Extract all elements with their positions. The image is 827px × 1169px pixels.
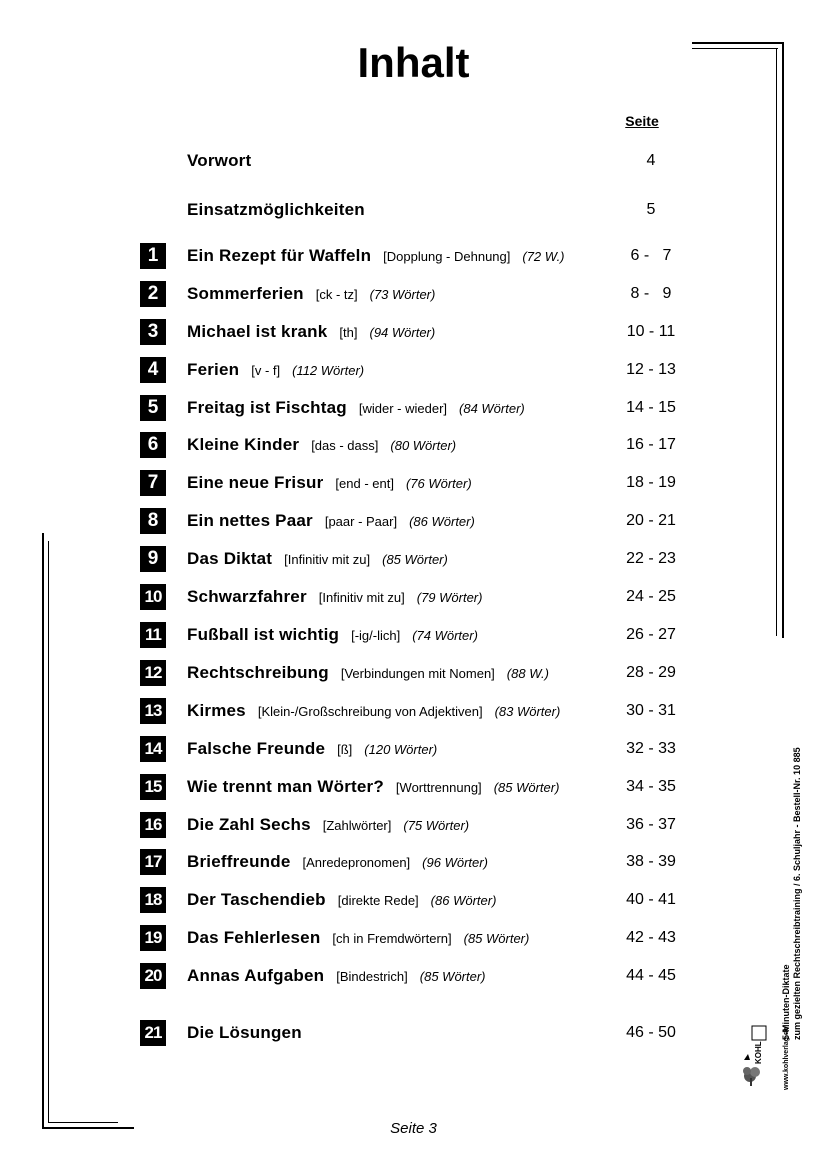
toc-word-count: (76 Wörter) bbox=[405, 476, 472, 491]
toc-topic: [wider - wieder] bbox=[358, 401, 448, 416]
toc-word-count: (120 Wörter) bbox=[364, 742, 438, 757]
page-number: Seite 3 bbox=[390, 1120, 437, 1137]
chapter-number-badge: 9 bbox=[140, 546, 166, 572]
side-info-block bbox=[781, 660, 803, 1040]
toc-topic: [das - dass] bbox=[311, 438, 379, 453]
toc-topic: [Anredepronomen] bbox=[302, 855, 411, 870]
toc-row bbox=[0, 812, 827, 840]
toc-topic: [th] bbox=[339, 325, 358, 340]
chapter-number-badge: 10 bbox=[140, 584, 166, 610]
toc-word-count: (84 Wörter) bbox=[459, 401, 525, 416]
toc-topic: [-ig/-lich] bbox=[351, 628, 401, 643]
toc-title: Freitag ist Fischtag bbox=[187, 398, 347, 417]
toc-topic: [Zahlwörter] bbox=[322, 818, 392, 833]
toc-pages: 22 - 23 bbox=[626, 550, 676, 567]
toc-row bbox=[0, 887, 827, 915]
toc-topic: [Worttrennung] bbox=[395, 780, 482, 795]
chapter-number-badge: 18 bbox=[140, 887, 166, 913]
toc-pages: 20 - 21 bbox=[626, 512, 676, 529]
toc-title: Ein Rezept für Waffeln bbox=[187, 246, 372, 265]
toc-word-count: (85 Wörter) bbox=[463, 931, 530, 946]
toc-word-count: (94 Wörter) bbox=[369, 325, 436, 340]
toc-word-count: (85 Wörter) bbox=[382, 552, 448, 567]
toc-topic: [Infinitiv mit zu] bbox=[318, 590, 405, 605]
toc-row bbox=[0, 281, 827, 309]
chapter-number-badge: 3 bbox=[140, 319, 166, 345]
toc-pages: 18 - 19 bbox=[626, 474, 676, 491]
chapter-number-badge: 17 bbox=[140, 849, 166, 875]
toc-row-einsatz bbox=[0, 197, 827, 225]
toc-topic: [end - ent] bbox=[335, 476, 394, 491]
toc-row bbox=[0, 963, 827, 991]
toc-title: Annas Aufgaben bbox=[187, 966, 325, 985]
chapter-number-badge: 12 bbox=[140, 660, 166, 686]
toc-pages: 34 - 35 bbox=[626, 778, 676, 795]
toc-word-count: (85 Wörter) bbox=[493, 780, 560, 795]
chapter-number-badge: 21 bbox=[140, 1020, 166, 1046]
toc-pages: 10 - 11 bbox=[626, 323, 676, 340]
toc-row bbox=[0, 243, 827, 271]
toc-title: Wie trennt man Wörter? bbox=[187, 777, 384, 796]
toc-title: Das Fehlerlesen bbox=[187, 928, 321, 947]
toc-title: Das Diktat bbox=[187, 549, 273, 568]
side-info-line2: zum gezielten Rechtschreibtraining / 6. Schuljahr - Bestell-Nr. 10 885 bbox=[792, 747, 802, 1040]
toc-word-count: (88 W.) bbox=[506, 666, 549, 681]
chapter-number-badge: 7 bbox=[140, 470, 166, 496]
toc-row-solutions bbox=[0, 1020, 827, 1048]
toc-word-count: (75 Wörter) bbox=[403, 818, 470, 833]
toc-topic: [Dopplung - Dehnung] bbox=[383, 249, 511, 264]
toc-word-count: (83 Wörter) bbox=[494, 704, 561, 719]
toc-word-count: (86 Wörter) bbox=[430, 893, 497, 908]
toc-row bbox=[0, 774, 827, 802]
toc-row bbox=[0, 508, 827, 536]
toc-row bbox=[0, 432, 827, 460]
toc-word-count: (85 Wörter) bbox=[419, 969, 486, 984]
toc-title: Rechtschreibung bbox=[187, 663, 329, 682]
chapter-number-badge: 6 bbox=[140, 432, 166, 458]
toc-pages: 5 bbox=[646, 201, 656, 218]
side-info-line1: 5-Minuten-Diktate bbox=[781, 964, 791, 1040]
toc-row bbox=[0, 395, 827, 423]
chapter-number-badge: 5 bbox=[140, 395, 166, 421]
toc-pages: 24 - 25 bbox=[626, 588, 676, 605]
toc-title: Kirmes bbox=[187, 701, 246, 720]
toc-pages: 28 - 29 bbox=[626, 664, 676, 681]
publisher-name: KOHL bbox=[754, 1041, 763, 1064]
toc-topic: [paar - Paar] bbox=[324, 514, 398, 529]
toc-pages: 40 - 41 bbox=[626, 891, 676, 908]
publisher-logo bbox=[742, 1020, 770, 1088]
toc-pages: 6 - 7 bbox=[630, 247, 672, 264]
chapter-number-badge: 13 bbox=[140, 698, 166, 724]
toc-title: Fußball ist wichtig bbox=[187, 625, 340, 644]
toc-row bbox=[0, 357, 827, 385]
toc-pages: 36 - 37 bbox=[626, 816, 676, 833]
toc-pages: 44 - 45 bbox=[626, 967, 676, 984]
toc-title: Michael ist krank bbox=[187, 322, 328, 341]
toc-pages: 38 - 39 bbox=[626, 853, 676, 870]
toc-pages: 14 - 15 bbox=[626, 399, 676, 416]
toc-title: Die Zahl Sechs bbox=[187, 815, 311, 834]
toc-topic: [Bindestrich] bbox=[336, 969, 408, 984]
toc-word-count: (112 Wörter) bbox=[292, 363, 365, 378]
toc-row bbox=[0, 849, 827, 877]
toc-title: Die Lösungen bbox=[187, 1023, 302, 1042]
toc-word-count: (86 Wörter) bbox=[409, 514, 475, 529]
toc-title: Der Taschendieb bbox=[187, 890, 326, 909]
publisher-url: www.kohlverlag.de bbox=[783, 1026, 790, 1090]
toc-topic: [Klein-/Großschreibung von Adjektiven] bbox=[257, 704, 483, 719]
toc-word-count: (73 Wörter) bbox=[369, 287, 436, 302]
toc-pages: 12 - 13 bbox=[626, 361, 676, 378]
chapter-number-badge: 11 bbox=[140, 622, 166, 648]
toc-word-count: (72 W.) bbox=[522, 249, 565, 264]
toc-topic: [ß] bbox=[337, 742, 353, 757]
toc-row bbox=[0, 736, 827, 764]
chapter-number-badge: 16 bbox=[140, 812, 166, 838]
toc-title: Schwarzfahrer bbox=[187, 587, 307, 606]
toc-pages: 26 - 27 bbox=[626, 626, 676, 643]
chapter-number-badge: 20 bbox=[140, 963, 166, 989]
toc-title: Eine neue Frisur bbox=[187, 473, 324, 492]
toc-topic: [direkte Rede] bbox=[337, 893, 419, 908]
toc-row bbox=[0, 698, 827, 726]
toc-row-vorwort bbox=[0, 148, 827, 176]
toc-pages: 4 bbox=[646, 152, 656, 169]
toc-topic: [ch in Fremdwörtern] bbox=[332, 931, 452, 946]
toc-title: Brieffreunde bbox=[187, 852, 291, 871]
toc-pages: 16 - 17 bbox=[626, 436, 676, 453]
chapter-number-badge: 2 bbox=[140, 281, 166, 307]
toc-topic: [ck - tz] bbox=[315, 287, 358, 302]
chapter-number-badge: 1 bbox=[140, 243, 166, 269]
toc-word-count: (74 Wörter) bbox=[412, 628, 478, 643]
toc-row bbox=[0, 584, 827, 612]
toc-word-count: (79 Wörter) bbox=[416, 590, 483, 605]
toc-pages: 46 - 50 bbox=[626, 1024, 676, 1041]
toc-pages: 42 - 43 bbox=[626, 929, 676, 946]
toc-row bbox=[0, 319, 827, 347]
toc-pages: 30 - 31 bbox=[626, 702, 676, 719]
toc-row bbox=[0, 470, 827, 498]
toc-topic: [v - f] bbox=[251, 363, 281, 378]
chapter-number-badge: 14 bbox=[140, 736, 166, 762]
toc-pages: 32 - 33 bbox=[626, 740, 676, 757]
toc-topic: [Verbindungen mit Nomen] bbox=[340, 666, 495, 681]
toc-title: Einsatzmöglichkeiten bbox=[187, 200, 365, 219]
toc-row bbox=[0, 660, 827, 688]
page-title: Inhalt bbox=[357, 39, 470, 86]
chapter-number-badge: 8 bbox=[140, 508, 166, 534]
toc-title: Ferien bbox=[187, 360, 240, 379]
toc-row bbox=[0, 546, 827, 574]
toc-title: Vorwort bbox=[187, 151, 252, 170]
chapter-number-badge: 4 bbox=[140, 357, 166, 383]
toc-title: Kleine Kinder bbox=[187, 435, 300, 454]
toc-topic: [Infinitiv mit zu] bbox=[284, 552, 371, 567]
toc-row bbox=[0, 622, 827, 650]
pages-column-header: Seite bbox=[625, 113, 659, 129]
toc-word-count: (96 Wörter) bbox=[422, 855, 488, 870]
toc-pages: 8 - 9 bbox=[630, 285, 672, 302]
toc-title: Ein nettes Paar bbox=[187, 511, 313, 530]
toc-title: Falsche Freunde bbox=[187, 739, 326, 758]
chapter-number-badge: 19 bbox=[140, 925, 166, 951]
toc-title: Sommerferien bbox=[187, 284, 304, 303]
toc-row bbox=[0, 925, 827, 953]
chapter-number-badge: 15 bbox=[140, 774, 166, 800]
toc-word-count: (80 Wörter) bbox=[390, 438, 457, 453]
